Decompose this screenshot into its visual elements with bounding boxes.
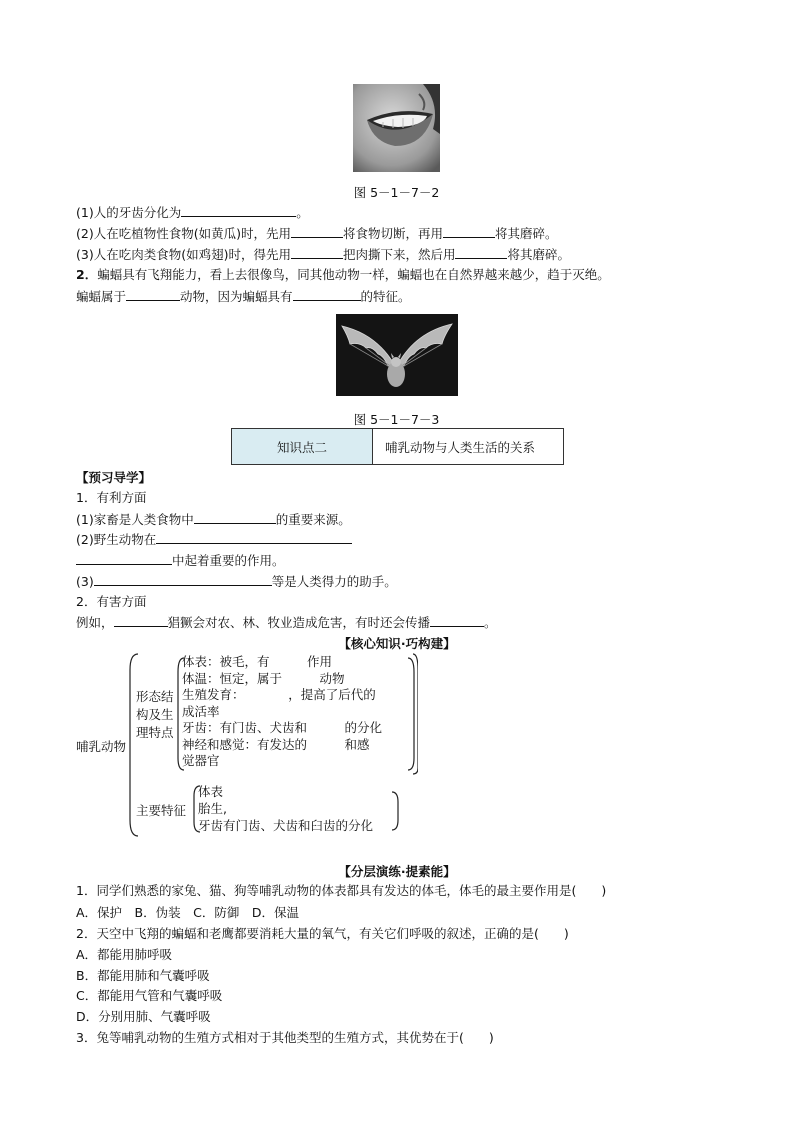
practice-q2-option-b: B．都能用肺和气囊呼吸: [76, 968, 210, 983]
item-nerves: 神经和感觉：有发达的 和感: [182, 736, 370, 752]
preview-item1-sub3: (3) 等是人类得力的助手。: [76, 574, 397, 589]
core-root: 哺乳动物: [76, 739, 127, 754]
preview-heading: 【预习导学】: [76, 470, 152, 485]
item-nerves-cont: 觉器官: [182, 753, 220, 768]
q2-line1: 2．蝙蝠具有飞翔能力，看上去很像鸟，同其他动物一样，蝙蝠也在自然界越来越少，趋于灭绝。: [76, 267, 610, 282]
practice-heading: 【分层演练·提素能】: [338, 864, 456, 879]
answer-blank[interactable]: [156, 531, 352, 544]
preview-item1-sub1: (1)家畜是人类食物中 的重要来源。: [76, 512, 351, 527]
item-reproduction-cont: 成活率: [182, 703, 220, 719]
branch1-items: [182, 654, 382, 770]
branch2-label: 主要特征: [136, 803, 187, 818]
practice-q2-option-d: D．分别用肺、气囊呼吸: [76, 1009, 211, 1024]
knowledge-point-title: 哺乳动物与人类生活的关系: [385, 439, 536, 455]
branch2-items: 体表 胎生, 牙齿有门齿、犬齿和臼齿的分化: [198, 784, 374, 833]
core-heading: 【核心知识·巧构建】: [338, 636, 456, 651]
answer-blank[interactable]: [293, 288, 361, 301]
answer-blank[interactable]: [194, 511, 276, 524]
q1-line2: (2)人在吃植物性食物(如黄瓜)时，先用 将食物切断，再用 将其磨碎。: [76, 226, 558, 241]
smiling-mouth-icon: [353, 84, 440, 172]
bat-icon: [336, 314, 458, 396]
answer-blank[interactable]: [126, 288, 180, 301]
practice-q2-option-a: A．都能用肺呼吸: [76, 947, 173, 962]
item-reproduction: 生殖发育： ，提高了后代的: [182, 687, 376, 702]
practice-q3: 3．兔等哺乳动物的生殖方式相对于其他类型的生殖方式，其优势在于( ): [76, 1030, 494, 1045]
answer-blank[interactable]: [181, 204, 296, 217]
answer-blank[interactable]: [291, 225, 343, 238]
figure2-caption: 图 5－1－7－3: [353, 412, 440, 427]
answer-blank[interactable]: [291, 246, 343, 259]
practice-q2: 2．天空中飞翔的蝙蝠和老鹰都要消耗大量的氧气，有关它们呼吸的叙述，正确的是( ): [76, 926, 569, 941]
practice-q2-option-c: C．都能用气管和气囊呼吸: [76, 988, 223, 1003]
practice-q1-options: A．保护 B．伪装 C．防御 D．保温: [76, 905, 299, 920]
answer-blank[interactable]: [114, 614, 168, 627]
item-body-temperature: 体温：恒定，属于 动物: [182, 670, 345, 686]
q1-line3: (3)人在吃肉类食物(如鸡翅)时，得先用 把肉撕下来，然后用 将其磨碎。: [76, 247, 570, 262]
item-body-surface: 体表：被毛，有 作用: [182, 654, 333, 669]
q1-line1: (1)人的牙齿分化为 。: [76, 205, 309, 220]
preview-item1-title: 1．有利方面: [76, 490, 147, 505]
practice-q1: 1．同学们熟悉的家兔、猫、狗等哺乳动物的体表都具有发达的体毛，体毛的最主要作用是( ): [76, 883, 607, 898]
item-teeth: 牙齿：有门齿、犬齿和 的分化: [182, 720, 383, 735]
answer-blank[interactable]: [94, 573, 272, 586]
preview-item2-line: 例如， 猖獗会对农、林、牧业造成危害，有时还会传播 。: [76, 615, 497, 630]
preview-item1-sub2: (2)野生动物在: [76, 531, 352, 548]
answer-blank[interactable]: [76, 552, 172, 565]
figure1-caption: 图 5－1－7－2: [353, 185, 440, 200]
smiling-mouth-photo: [353, 84, 440, 172]
bat-photo: [336, 314, 458, 396]
answer-blank[interactable]: [455, 246, 507, 259]
branch1-label: 形态结 构及生 理特点: [136, 689, 174, 740]
knowledge-point-label: 知识点二: [232, 429, 373, 464]
preview-item2-title: 2．有害方面: [76, 594, 147, 609]
knowledge-point-table: [231, 428, 564, 465]
q2-line2: 蝙蝠属于 动物，因为蝙蝠具有 的特征。: [76, 289, 411, 304]
preview-item1-sub2-cont: 中起着重要的作用。: [76, 552, 285, 569]
answer-blank[interactable]: [443, 225, 495, 238]
answer-blank[interactable]: [430, 614, 484, 627]
